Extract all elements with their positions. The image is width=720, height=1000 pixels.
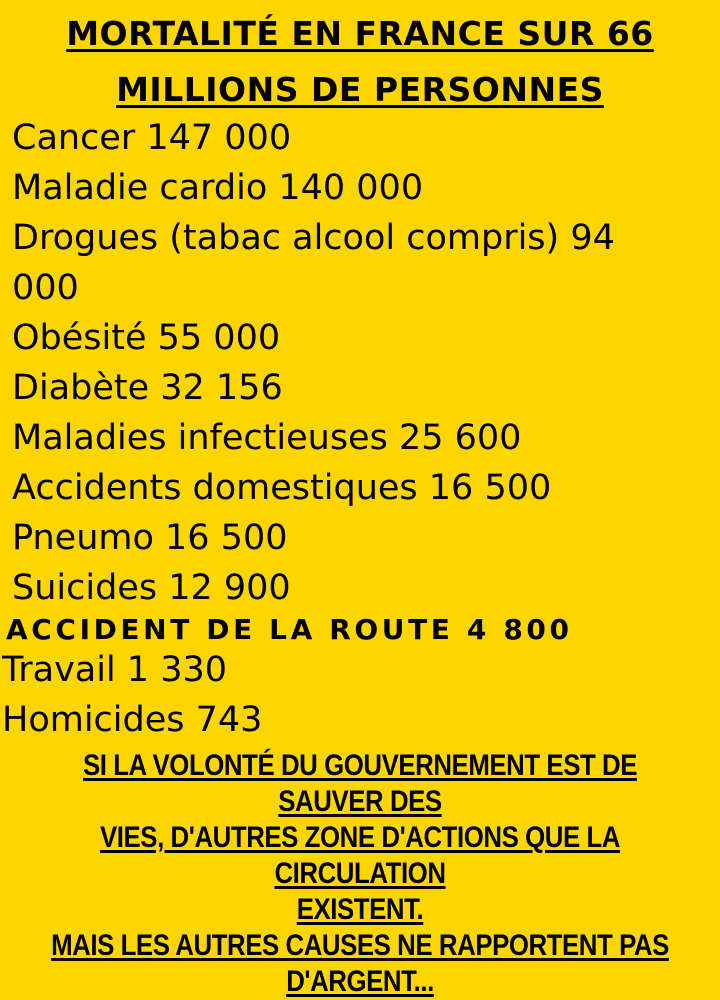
- stat-maladie-cardio: Maladie cardio 140 000: [12, 168, 424, 208]
- stat-drogues: Drogues (tabac alcool compris) 94: [12, 218, 615, 258]
- stat-travail: Travail 1 330: [2, 650, 228, 690]
- stat-suicides: Suicides 12 900: [12, 568, 291, 608]
- footer-line-5: D'ARGENT...: [286, 965, 434, 998]
- footer-line-2: VIES, D'AUTRES ZONE D'ACTIONS QUE LA CIRCULATION: [99, 821, 621, 890]
- stat-maladies-infectieuses: Maladies infectieuses 25 600: [12, 418, 522, 458]
- footer-line-3: EXISTENT.: [296, 893, 424, 926]
- stat-diabete: Diabète 32 156: [12, 368, 283, 408]
- footer-message: [50, 748, 669, 1000]
- stat-accident-de-la-route: ACCIDENT DE LA ROUTE 4 800: [6, 613, 573, 646]
- title-line-2: MILLIONS DE PERSONNES: [116, 70, 604, 109]
- stat-pneumo: Pneumo 16 500: [12, 518, 288, 558]
- stat-cancer: Cancer 147 000: [12, 118, 292, 158]
- footer-line-1: SI LA VOLONTÉ DU GOUVERNEMENT EST DE SAUVER DES: [82, 749, 638, 818]
- footer-line-4: MAIS LES AUTRES CAUSES NE RAPPORTENT PAS: [51, 929, 669, 962]
- stat-homicides: Homicides 743: [2, 700, 263, 740]
- stat-obesite: Obésité 55 000: [12, 318, 281, 358]
- stat-drogues-continued: 000: [12, 268, 79, 308]
- stat-accidents-domestiques: Accidents domestiques 16 500: [12, 468, 552, 508]
- title-line-1: MORTALITÉ EN FRANCE SUR 66: [66, 14, 654, 53]
